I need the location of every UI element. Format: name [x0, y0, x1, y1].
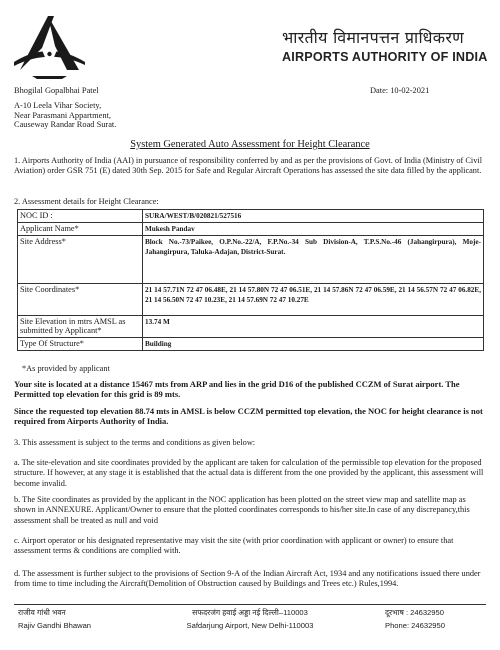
row-label: NOC ID :: [18, 210, 143, 223]
applicant-note: *As provided by applicant: [22, 364, 110, 373]
paragraph-1: 1. Airports Authority of India (AAI) in pursuance of responsibility conferred by and as per the provisions of Govt. of India (Ministry of Civil Aviation) order GSR 751 (E) dated 30th Sep. 2015 for Safe and Regular Aircraft Operations has assessed the site data filled by the applicant.: [14, 156, 482, 176]
address-line: A-10 Leela Vihar Society,: [14, 101, 102, 110]
footer-address-english: Safdarjung Airport, New Delhi-110003: [186, 621, 314, 630]
condition-c: c. Airport operator or his designated representative may visit the site (with prior coordination with applicant or owner) to ensure that assessment terms & conditions are complied with.: [14, 536, 454, 556]
address-line: Near Parasmani Appartment,: [14, 110, 111, 120]
table-row: [18, 316, 484, 338]
noc-statement: Since the requested top elevation 88.74 mts in AMSL is below CCZM permitted top elevation, the NOC for height clearance is not required from Airports Authority of India.: [14, 406, 483, 427]
table-row: [18, 223, 484, 236]
row-value: Mukesh Pandav: [143, 223, 484, 236]
aai-logo-icon: [12, 10, 87, 82]
footer-divider: [14, 604, 486, 605]
assessment-table: [17, 209, 484, 351]
table-row: [18, 236, 484, 284]
condition-d: d. The assessment is further subject to the provisions of Section 9-A of the Indian Aircraft Act, 1934 and any notifications issued there under from time to time including the Aircraft(Demolition of Obstruction caused by Buildings and Trees etc.) Rules,1994.: [14, 569, 481, 589]
condition-b: b. The Site coordinates as provided by the applicant in the NOC application has been plotted on the street view map and satellite map as shown in ANNEXURE. Applicant/Owner to ensure that the plotted coordinates corresponds to his/her site.In case of any discrepancy,this assessment shall be treated as null and void: [14, 495, 470, 525]
footer-building-hindi: राजीव गांधी भवन: [18, 608, 66, 617]
row-label: Site Address*: [18, 236, 143, 284]
row-value: 21 14 57.71N 72 47 06.48E, 21 14 57.80N 72 47 06.51E, 21 14 57.86N 72 47 06.59E, 21 14 56.57N 72 47 06.82E, 21 14 56.50N 72 47 10.23E, 21 14 57.69N 72 47 10.27E: [143, 284, 484, 316]
table-row: [18, 338, 484, 351]
row-value: SURA/WEST/B/020821/527516: [143, 210, 484, 223]
footer-building-english: Rajiv Gandhi Bhawan: [18, 621, 92, 630]
recipient-address: [14, 101, 116, 130]
footer-phone-hindi: दूरभाष : 24632950: [385, 608, 444, 617]
paragraph-3: 3. This assessment is subject to the terms and conditions as given below:: [14, 438, 256, 447]
document-date: Date: 10-02-2021: [370, 86, 430, 95]
site-location-statement: Your site is located at a distance 15467 mts from ARP and lies in the grid D16 of the published CCZM of Surat airport. The Permitted top elevation for this grid is 89 mts.: [14, 379, 460, 400]
row-label: Applicant Name*: [18, 223, 143, 236]
recipient-name: Bhogilal Gopalbhai Patel: [14, 86, 99, 95]
footer-phone-english: Phone: 24632950: [385, 621, 445, 630]
row-value: Block No.-73/Paikee, O.P.No.-22/A, F.P.No.-34 Sub Division-A, T.P.S.No.-46 (Jahangirpura), Moje-Jahangirpura, Taluka-Adajan, District-Surat.: [143, 236, 484, 284]
row-label: Site Elevation in mtrs AMSL as submitted by Applicant*: [18, 316, 143, 338]
row-value: Building: [143, 338, 484, 351]
paragraph-2: 2. Assessment details for Height Clearance:: [14, 197, 159, 206]
table-row: [18, 284, 484, 316]
footer-address-hindi: सफदरजंग हवाई अड्डा नई दिल्ली–110003: [192, 608, 308, 617]
address-line: Causeway Randar Road Surat.: [14, 120, 117, 130]
row-value: 13.74 M: [143, 316, 484, 338]
org-name-english: AIRPORTS AUTHORITY OF INDIA: [282, 50, 488, 64]
row-label: Type Of Structure*: [18, 338, 143, 351]
document-title: System Generated Auto Assessment for Height Clearance: [130, 139, 370, 150]
table-row: [18, 210, 484, 223]
row-label: Site Coordinates*: [18, 284, 143, 316]
org-name-hindi: भारतीय विमानपत्तन प्राधिकरण: [282, 28, 465, 47]
condition-a: a. The site-elevation and site coordinates provided by the applicant are taken for calculation of the permissible top elevation for the proposed structure. If however, at any stage it is established that the actual data is different from the one provided by the applicant, this assessment will become invalid.: [14, 458, 484, 488]
